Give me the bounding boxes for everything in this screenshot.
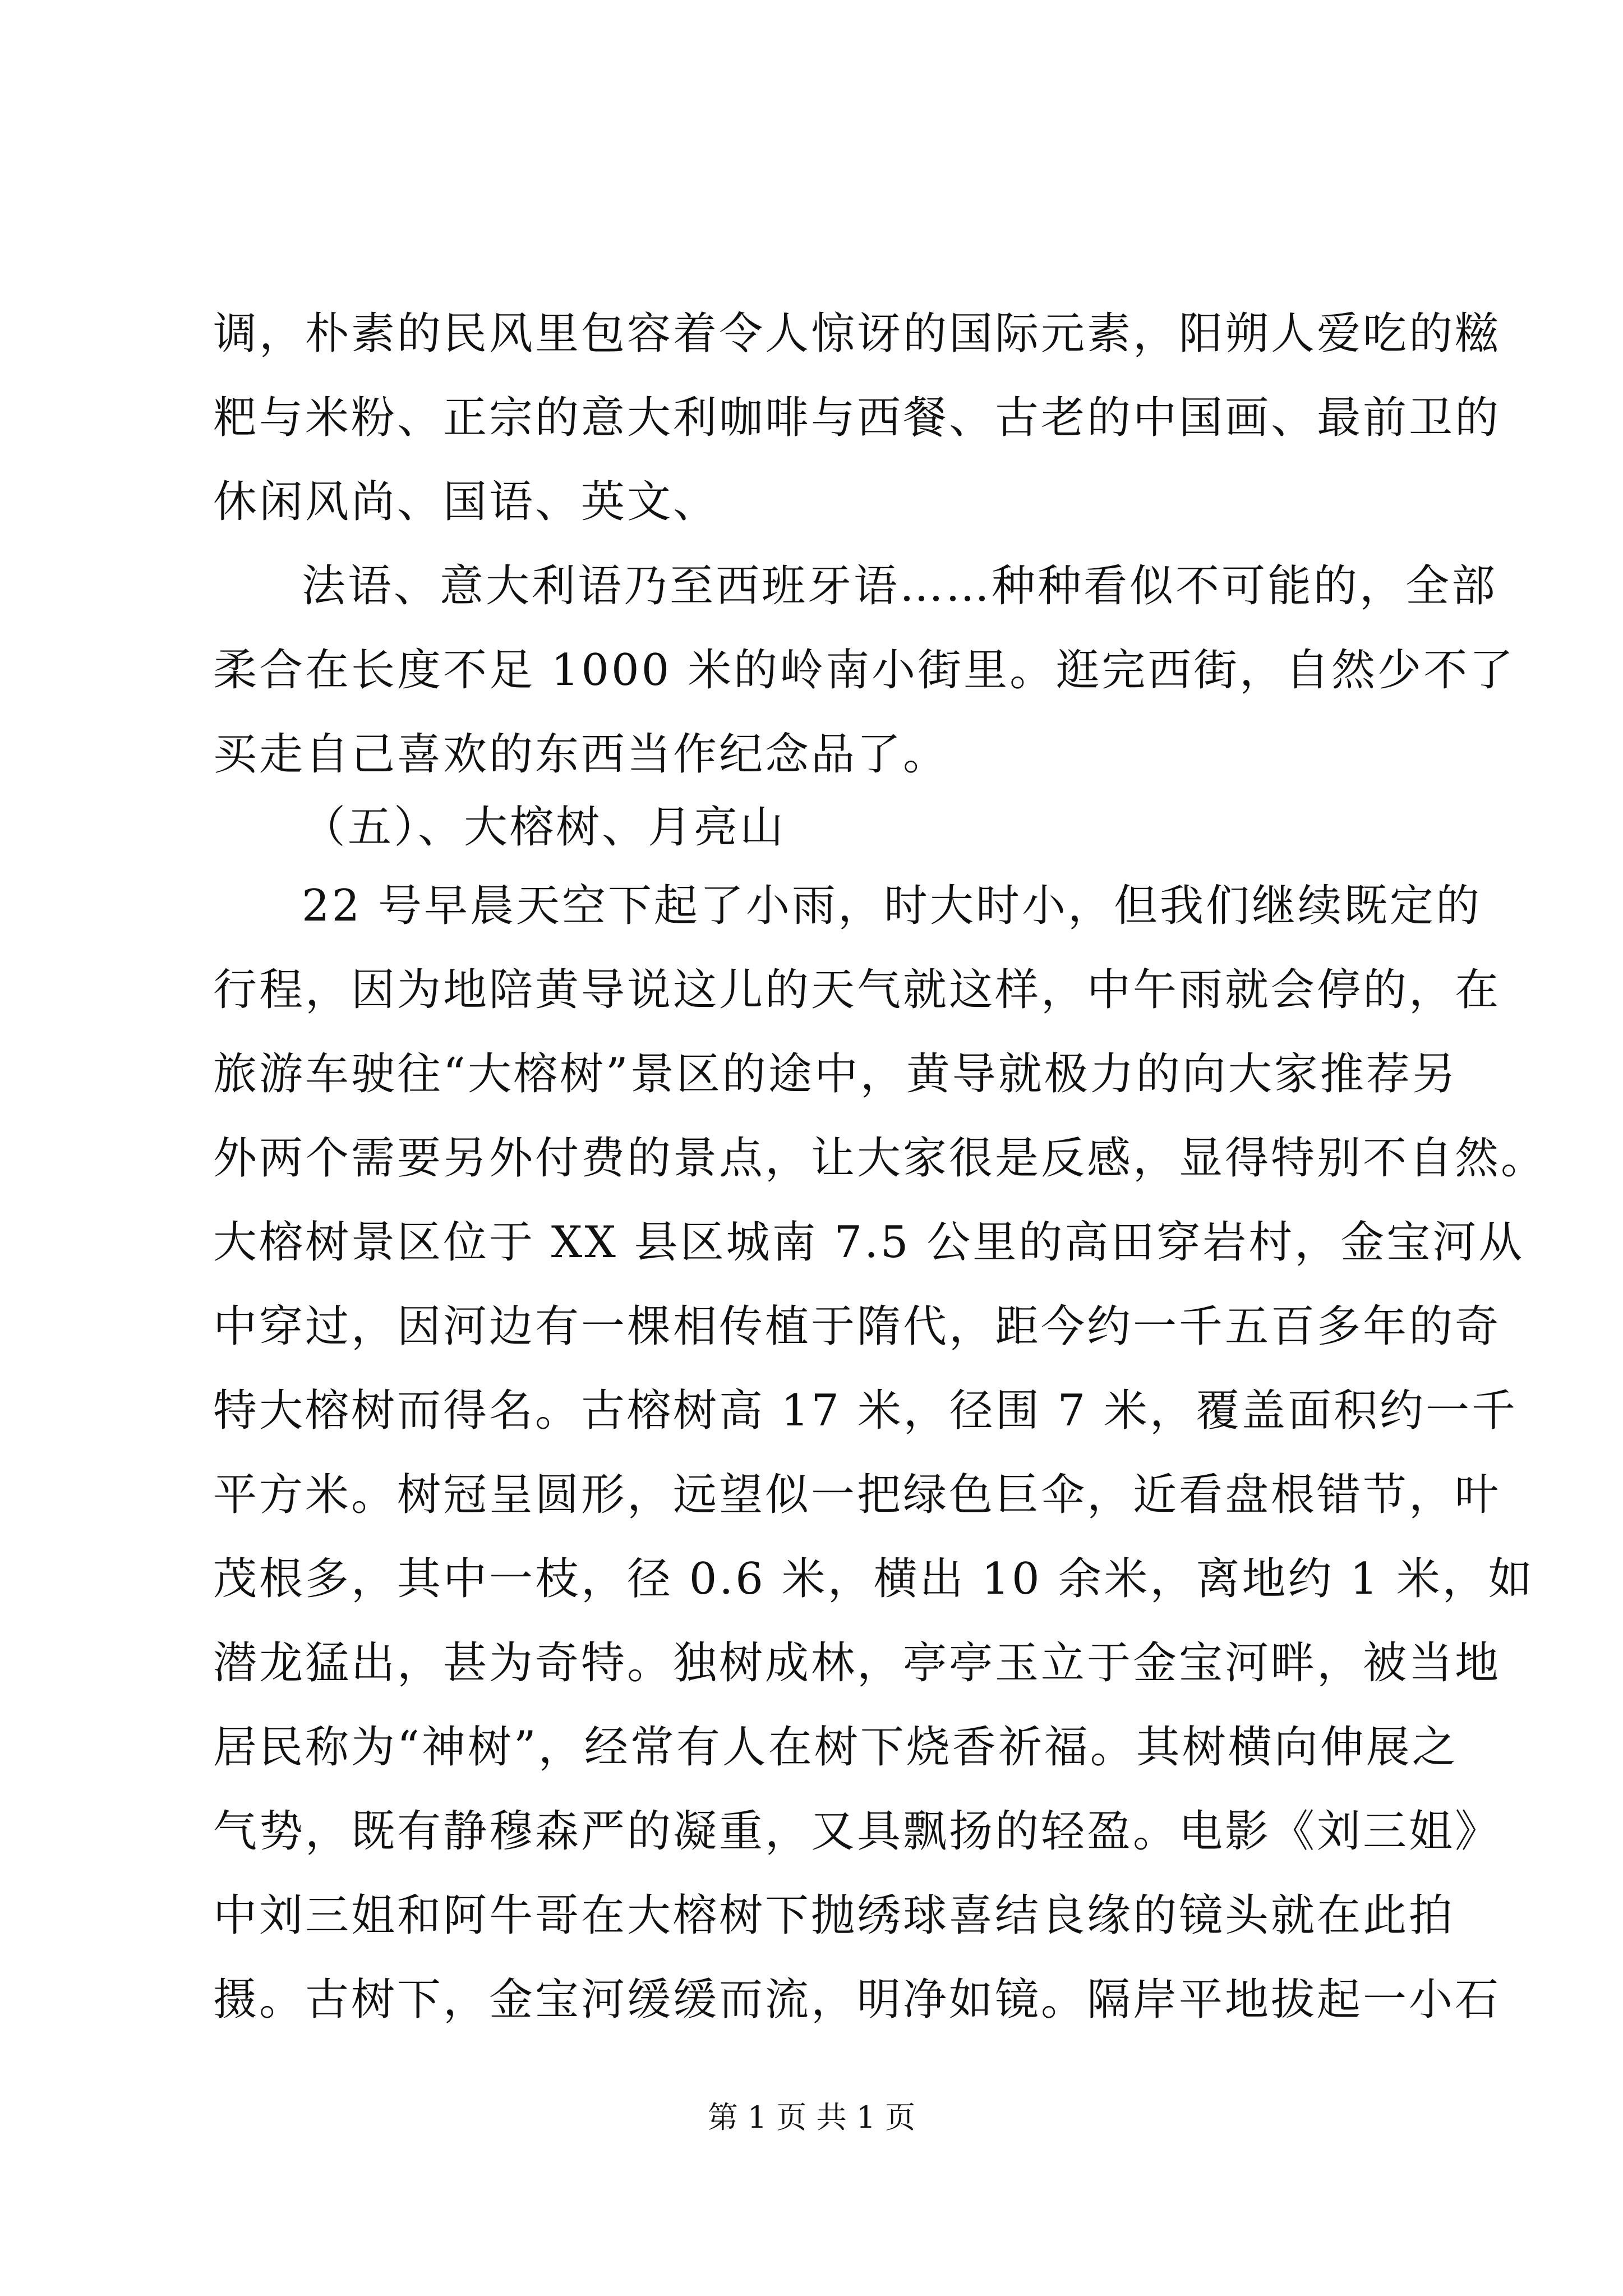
text-line: 旅游车驶往“大榕树”景区的途中，黄导就极力的向大家推荐另 bbox=[213, 1049, 1458, 1099]
text-line: 买走自己喜欢的东西当作纪念品了。 bbox=[213, 729, 949, 780]
text-line: 气势，既有静穆森严的凝重，又具飘扬的轻盈。电影《刘三姐》 bbox=[213, 1806, 1501, 1857]
text-line: 柔合在长度不足 1000 米的岭南小街里。逛完西街，自然少不了 bbox=[213, 645, 1516, 696]
text-line: 摄。古树下，金宝河缓缓而流，明净如镜。隔岸平地拔起一小石 bbox=[213, 1975, 1501, 2025]
text-line: 中穿过，因河边有一棵相传植于隋代，距今约一千五百多年的奇 bbox=[213, 1301, 1501, 1352]
text-line: 休闲风尚、国语、英文、 bbox=[213, 477, 720, 527]
paragraph-first-line: 22 号早晨天空下起了小雨，时大时小，但我们继续既定的 bbox=[302, 881, 1482, 931]
section-heading: （五）、大榕树、月亮山 bbox=[302, 802, 786, 853]
text-line: 粑与米粉、正宗的意大利咖啡与西餐、古老的中国画、最前卫的 bbox=[213, 393, 1501, 443]
text-line: 外两个需要另外付费的景点，让大家很是反感，显得特别不自然。 bbox=[213, 1133, 1547, 1184]
text-line: 平方米。树冠呈圆形，远望似一把绿色巨伞，近看盘根错节，叶 bbox=[213, 1470, 1501, 1520]
text-line: 茂根多，其中一枝，径 0.6 米，横出 10 余米，离地约 1 米，如 bbox=[213, 1554, 1534, 1604]
text-line: 调，朴素的民风里包容着令人惊讶的国际元素，阳朔人爱吃的糍 bbox=[213, 309, 1501, 359]
page-footer: 第 1 页 共 1 页 bbox=[707, 2100, 916, 2135]
text-line: 大榕树景区位于 XX 县区城南 7.5 公里的高田穿岩村，金宝河从 bbox=[213, 1217, 1525, 1268]
text-line: 特大榕树而得名。古榕树高 17 米，径围 7 米，覆盖面积约一千 bbox=[213, 1386, 1518, 1436]
paragraph-first-line: 法语、意大利语乃至西班牙语……种种看似不可能的，全部 bbox=[302, 561, 1498, 611]
text-line: 潜龙猛出，甚为奇特。独树成林，亭亭玉立于金宝河畔，被当地 bbox=[213, 1638, 1501, 1688]
text-line: 中刘三姐和阿牛哥在大榕树下抛绣球喜结良缘的镜头就在此拍 bbox=[213, 1890, 1455, 1941]
text-line: 行程，因为地陪黄导说这儿的天气就这样，中午雨就会停的，在 bbox=[213, 965, 1501, 1015]
text-line: 居民称为“神树”，经常有人在树下烧香祈福。其树横向伸展之 bbox=[213, 1722, 1458, 1773]
